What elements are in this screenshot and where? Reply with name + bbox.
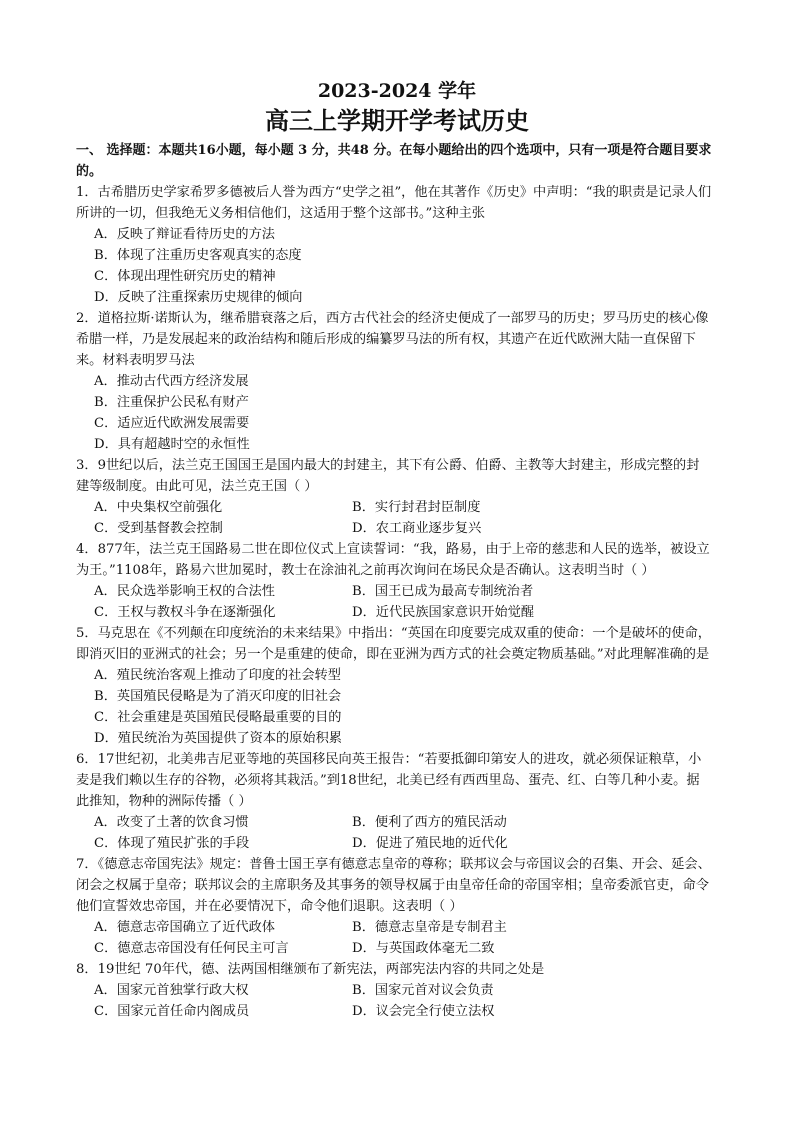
option-b: B．体现了注重历史客观真实的态度 <box>94 248 302 263</box>
question-6 <box>76 749 712 854</box>
option-d: D．具有超越时空的永恒性 <box>94 437 250 452</box>
option-list <box>76 371 712 455</box>
question-5 <box>76 623 712 749</box>
question-3 <box>76 455 712 539</box>
section-instructions: 一、 选择题：本题共16小题，每小题 3 分，共48 分。在每小题给出的四个选项中，只有一项是符合题目要求的。 <box>76 143 712 179</box>
option-c: C．体现出理性研究历史的精神 <box>94 269 276 284</box>
option-a: A．德意志帝国确立了近代政体 <box>94 920 275 935</box>
question-4 <box>76 539 712 623</box>
option-list <box>76 917 712 959</box>
option-c: C．国家元首任命内阁成员 <box>94 1004 250 1019</box>
option-c: C．适应近代欧洲发展需要 <box>94 416 250 431</box>
option-list <box>76 980 712 1022</box>
option-b: B．实行封君封臣制度 <box>352 500 481 515</box>
question-stem: 4．877年，法兰克王国路易二世在即位仪式上宣读誓词：“我，路易，由于上帝的慈悲和人民的选举，被设立为王。”1108年，路易六世加冕时，教士在涂油礼之前再次询问在场民众是否确认。这表明当时（ ） <box>76 542 710 578</box>
question-2 <box>76 308 712 455</box>
option-b: B．德意志皇帝是专制君主 <box>352 920 507 935</box>
question-stem: 6．17世纪初，北美弗吉尼亚等地的英国移民向英王报告：“若要抵御印第安人的进攻，就必须保证粮草，小麦是我们赖以生存的谷物，必须将其栽活。”到18世纪，北美已经有西西里岛、蛋壳、红、白等几种小麦。据此推知，物种的洲际传播（ ） <box>76 752 702 809</box>
option-a: A．反映了辩证看待历史的方法 <box>94 227 275 242</box>
exam-year: 2023-2024 学年 <box>317 80 477 102</box>
option-c: C．体现了殖民扩张的手段 <box>94 836 250 851</box>
question-8 <box>76 959 712 1022</box>
option-d: D．近代民族国家意识开始觉醒 <box>352 605 535 620</box>
option-d: D．促进了殖民地的近代化 <box>352 836 508 851</box>
option-d: D．农工商业逐步复兴 <box>352 521 482 536</box>
question-1 <box>76 182 712 308</box>
option-d: D．殖民统治为英国提供了资本的原始积累 <box>94 731 342 746</box>
option-d: D．与英国政体毫无二致 <box>352 941 495 956</box>
option-b: B．国王已成为最高专制统治者 <box>352 584 534 599</box>
question-stem: 8．19世纪 70年代，德、法两国相继颁布了新宪法，两部宪法内容的共同之处是 <box>76 962 545 977</box>
option-list <box>76 665 712 749</box>
question-list <box>76 182 712 1022</box>
question-stem: 1．古希腊历史学家希罗多德被后人誉为西方“史学之祖”，他在其著作《历史》中声明：“我的职责是记录人们所讲的一切，但我绝无义务相信他们，这适用于整个这部书。”这种主张 <box>76 185 712 221</box>
option-d: D．议会完全行使立法权 <box>352 1004 495 1019</box>
option-b: B．注重保护公民私有财产 <box>94 395 249 410</box>
question-stem: 7．《德意志帝国宪法》规定：普鲁士国王享有德意志皇帝的尊称；联邦议会与帝国议会的召集、开会、延会、闭会之权属于皇帝；联邦议会的主席职务及其事务的领导权属于由皇帝任命的帝国宰相；皇帝委派官吏，命令他们宣誓效忠帝国，并在必要情况下，命令他们退职。这表明（ ） <box>76 857 711 914</box>
option-b: B．便利了西方的殖民活动 <box>352 815 507 830</box>
option-a: A．改变了土著的饮食习惯 <box>94 815 249 830</box>
option-a: A．殖民统治客观上推动了印度的社会转型 <box>94 668 341 683</box>
option-a: A．推动古代西方经济发展 <box>94 374 249 389</box>
option-list <box>76 581 712 623</box>
option-c: C．王权与教权斗争在逐渐强化 <box>94 605 276 620</box>
option-a: A．民众选举影响王权的合法性 <box>94 584 275 599</box>
exam-title: 高三上学期开学考试历史 <box>265 106 529 135</box>
option-b: B．英国殖民侵略是为了消灭印度的旧社会 <box>94 689 342 704</box>
option-b: B．国家元首对议会负责 <box>352 983 494 998</box>
question-stem: 2．道格拉斯·诺斯认为，继希腊衰落之后，西方古代社会的经济史便成了一部罗马的历史；罗马历史的核心像希腊一样，乃是发展起来的政治结构和随后形成的编纂罗马法的所有权，其遗产在近代欧洲大陆一直保留下来。材料表明罗马法 <box>76 311 709 368</box>
option-list <box>76 224 712 308</box>
option-a: A．中央集权空前强化 <box>94 500 223 515</box>
option-a: A．国家元首独掌行政大权 <box>94 983 249 998</box>
option-c: C．德意志帝国没有任何民主可言 <box>94 941 289 956</box>
option-d: D．反映了注重探索历史规律的倾向 <box>94 290 303 305</box>
option-c: C．社会重建是英国殖民侵略最重要的目的 <box>94 710 342 725</box>
option-list <box>76 497 712 539</box>
question-stem: 5．马克思在《不列颠在印度统治的未来结果》中指出：“英国在印度要完成双重的使命：一个是破坏的使命，即消灭旧的亚洲式的社会；另一个是重建的使命，即在亚洲为西方式的社会奠定物质基础。”对此理解准确的是 <box>76 626 711 662</box>
question-7 <box>76 854 712 959</box>
question-stem: 3．9世纪以后，法兰克王国国王是国内最大的封建主，其下有公爵、伯爵、主教等大封建主，形成完整的封建等级制度。由此可见，法兰克王国（ ） <box>76 458 700 494</box>
option-list <box>76 812 712 854</box>
option-c: C．受到基督教会控制 <box>94 521 223 536</box>
